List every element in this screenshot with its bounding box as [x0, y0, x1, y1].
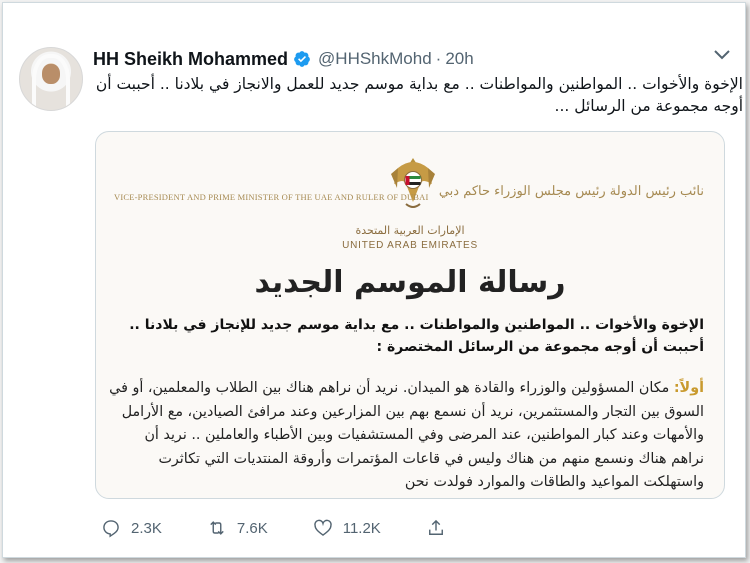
header-separator: ·	[435, 49, 442, 68]
verified-badge-icon	[293, 50, 311, 68]
tweet-header	[93, 47, 474, 71]
retweet-count: 7.6K	[236, 519, 268, 537]
retweet-icon	[207, 518, 227, 538]
like-count: 11.2K	[342, 519, 381, 537]
attached-letter-image[interactable]	[95, 131, 725, 499]
letter-body-text: مكان المسؤولين والوزراء والقادة هو الميدان. نريد أن نراهم هناك بين الطلاب والمعلمين، أو في السوق بين التجار والمستثمرين، نريد أن نسمع بهم بين المزارعين وعند مرافئ الصيادين، مع الأرامل والأمهات وعند كبار المواطنين، عند المرضى وفي المستشفيات وبين الأطباء والعاملين .. نريد أن نراهم هناك ونسمع منهم من هناك وليس في قاعات المؤتمرات وأروقة المنتديات التي تكاثرت واستهلكت المواعيد والطاقات والموارد فولدت نحن	[109, 380, 704, 490]
share-icon	[426, 518, 446, 538]
letter-intro: الإخوة والأخوات .. المواطنين والمواطنات .. مع بداية موسم جديد للإنجاز في بلادنا .. أحببت أن أوجه مجموعة من الرسائل المختصرة :	[129, 317, 704, 355]
like-icon	[313, 518, 333, 538]
like-button[interactable]	[313, 518, 381, 538]
chevron-down-icon[interactable]	[713, 47, 731, 61]
author-handle[interactable]: @HHShkMohd	[318, 49, 432, 68]
tweet-timestamp[interactable]: 20h	[445, 49, 474, 68]
country-arabic-label: الإمارات العربية المتحدة	[355, 224, 465, 237]
letter-arabic-header: نائب رئيس الدولة رئيس مجلس الوزراء حاكم دبي	[438, 184, 704, 199]
tweet-actions	[101, 513, 501, 543]
reply-count: 2.3K	[131, 519, 162, 537]
uae-emblem-icon	[388, 154, 438, 214]
reply-icon	[101, 518, 121, 538]
letter-english-header: VICE-PRESIDENT AND PRIME MINISTER OF THE UAE AND RULER OF DUBAI	[114, 192, 429, 202]
letter-body	[108, 377, 704, 495]
tweet-card[interactable]	[2, 2, 746, 558]
author-avatar[interactable]	[19, 47, 83, 111]
share-button[interactable]	[426, 518, 456, 538]
reply-button[interactable]	[101, 518, 162, 538]
country-english-label: UNITED ARAB EMIRATES	[342, 240, 478, 251]
letter-title: رسالة الموسم الجديد	[254, 265, 566, 300]
letter-first-point-label: أولاً:	[673, 380, 704, 396]
author-name[interactable]: HH Sheikh Mohammed	[93, 48, 289, 69]
tweet-text: الإخوة والأخوات .. المواطنين والمواطنات .. مع بداية موسم جديد للعمل والانجاز في بلادنا .. أحببت أن أوجه مجموعة من الرسائل ...	[95, 75, 743, 115]
retweet-button[interactable]	[207, 518, 268, 538]
